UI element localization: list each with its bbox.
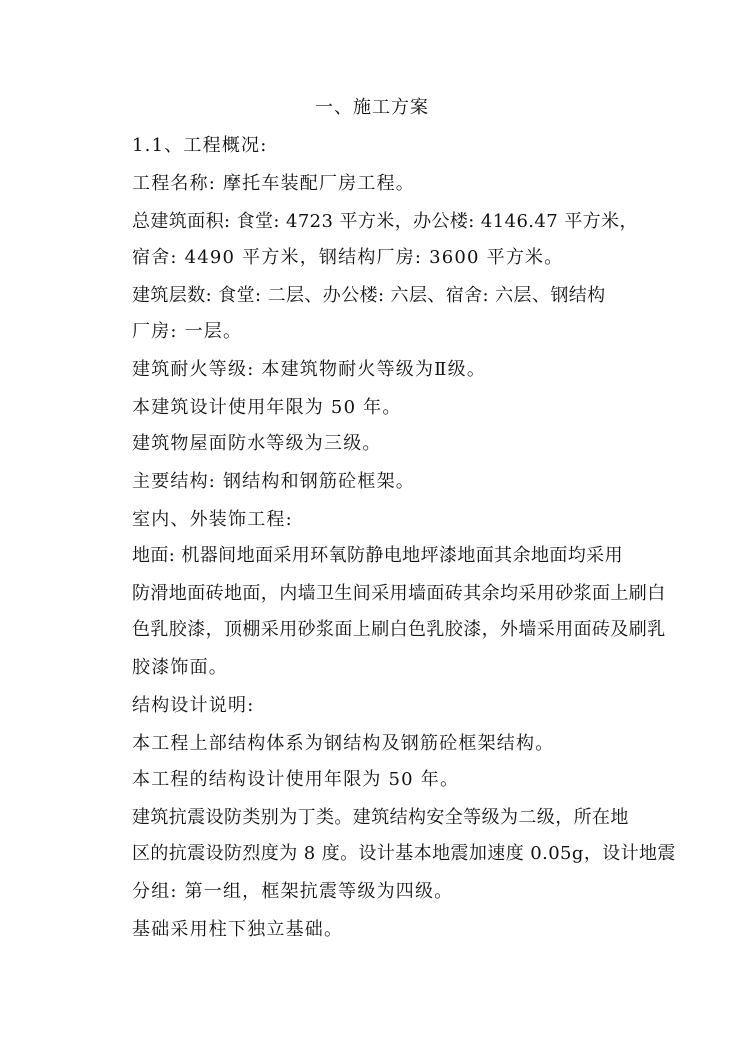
text-line-seismic-2: 区的抗震设防烈度为 8 度。设计基本地震加速度 0.05g，设计地震: [132, 843, 676, 864]
text-line-main-structure: 主要结构: 钢结构和钢筋砼框架。: [132, 471, 415, 492]
text-line-seismic-3: 分组: 第一组，框架抗震等级为四级。: [132, 881, 454, 902]
text-line-design-life: 本建筑设计使用年限为 50 年。: [132, 397, 402, 418]
text-line-roof-waterproof: 建筑物屋面防水等级为三级。: [132, 433, 382, 454]
text-line-floors-2: 厂房: 一层。: [132, 321, 243, 342]
text-line-fire-rating: 建筑耐火等级: 本建筑物耐火等级为Ⅱ级。: [132, 359, 487, 380]
text-line-structure-life: 本工程的结构设计使用年限为 50 年。: [132, 769, 460, 790]
text-line-structure-system: 本工程上部结构体系为钢结构及钢筋砼框架结构。: [132, 733, 555, 754]
text-line-floor-finish-4: 胶漆饰面。: [132, 657, 228, 678]
text-line-floor-finish-1: 地面: 机器间地面采用环氧防静电地坪漆地面其余地面均采用: [132, 545, 623, 566]
text-line-overview-heading: 1.1、工程概况:: [132, 135, 268, 156]
text-line-project-name: 工程名称: 摩托车装配厂房工程。: [132, 173, 415, 194]
text-line-total-area-2: 宿舍: 4490 平方米，钢结构厂房: 3600 平方米。: [132, 247, 564, 268]
text-line-foundation: 基础采用柱下独立基础。: [132, 919, 344, 940]
text-line-decoration-heading: 室内、外装饰工程:: [132, 509, 293, 530]
text-line-floor-finish-3: 色乳胶漆，顶棚采用砂浆面上刷白色乳胶漆，外墙采用面砖及刷乳: [132, 619, 666, 640]
text-line-seismic-1: 建筑抗震设防类别为丁类。建筑结构安全等级为二级，所在地: [132, 807, 629, 828]
text-line-structure-heading: 结构设计说明:: [132, 695, 255, 716]
document-title: 一、施工方案: [315, 97, 429, 118]
text-line-floors-1: 建筑层数: 食堂: 二层、办公楼: 六层、宿舍: 六层、钢结构: [132, 285, 606, 306]
text-line-floor-finish-2: 防滑地面砖地面，内墙卫生间采用墙面砖其余均采用砂浆面上刷白: [132, 583, 666, 604]
text-line-total-area-1: 总建筑面积: 食堂: 4723 平方米，办公楼: 4146.47 平方米，: [132, 211, 638, 232]
